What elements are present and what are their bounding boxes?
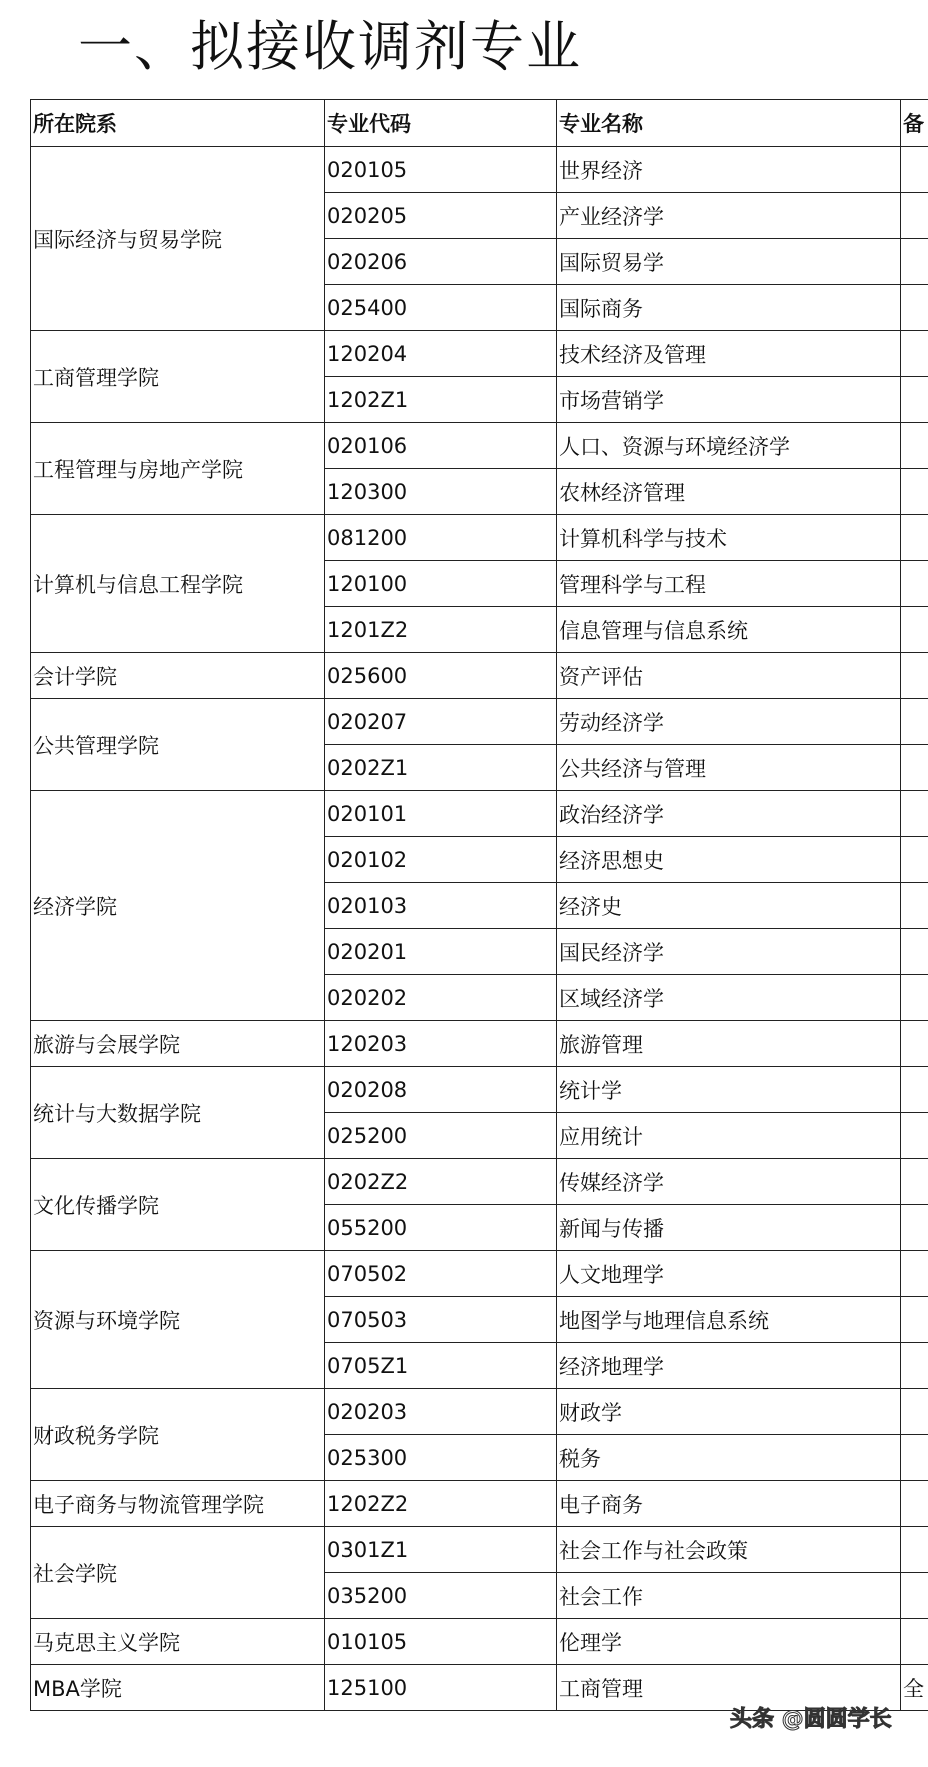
remarks-cell <box>901 331 928 377</box>
major-code-cell: 1202Z1 <box>325 377 557 423</box>
major-name-cell: 新闻与传播 <box>557 1205 901 1251</box>
major-code-cell: 020207 <box>325 699 557 745</box>
major-name-cell: 信息管理与信息系统 <box>557 607 901 653</box>
table-row <box>31 423 928 469</box>
major-name-cell: 地图学与地理信息系统 <box>557 1297 901 1343</box>
table-row <box>31 1021 928 1067</box>
major-name-cell: 电子商务 <box>557 1481 901 1527</box>
remarks-cell <box>901 1205 928 1251</box>
major-code-cell: 020101 <box>325 791 557 837</box>
table-row <box>31 1159 928 1205</box>
major-code-cell: 010105 <box>325 1619 557 1665</box>
header-major-name: 专业名称 <box>557 100 901 147</box>
major-code-cell: 020106 <box>325 423 557 469</box>
major-name-cell: 政治经济学 <box>557 791 901 837</box>
table-row <box>31 147 928 193</box>
remarks-cell <box>901 1343 928 1389</box>
major-code-cell: 020105 <box>325 147 557 193</box>
major-code-cell: 0202Z1 <box>325 745 557 791</box>
major-code-cell: 055200 <box>325 1205 557 1251</box>
major-name-cell: 农林经济管理 <box>557 469 901 515</box>
remarks-cell <box>901 1159 928 1205</box>
major-code-cell: 020103 <box>325 883 557 929</box>
major-name-cell: 财政学 <box>557 1389 901 1435</box>
table-header-row <box>31 100 928 147</box>
major-name-cell: 国际商务 <box>557 285 901 331</box>
remarks-cell <box>901 1389 928 1435</box>
remarks-cell <box>901 745 928 791</box>
remarks-cell <box>901 791 928 837</box>
major-name-cell: 社会工作 <box>557 1573 901 1619</box>
department-cell: 工商管理学院 <box>31 331 325 423</box>
major-code-cell: 081200 <box>325 515 557 561</box>
page-title: 一、拟接收调剂专业 <box>78 15 582 78</box>
department-cell: 公共管理学院 <box>31 699 325 791</box>
major-code-cell: 020102 <box>325 837 557 883</box>
major-code-cell: 020203 <box>325 1389 557 1435</box>
remarks-cell: 全 <box>901 1665 928 1711</box>
major-code-cell: 0202Z2 <box>325 1159 557 1205</box>
major-name-cell: 市场营销学 <box>557 377 901 423</box>
header-department: 所在院系 <box>31 100 325 147</box>
remarks-cell <box>901 1573 928 1619</box>
major-code-cell: 1202Z2 <box>325 1481 557 1527</box>
department-cell: 会计学院 <box>31 653 325 699</box>
remarks-cell <box>901 469 928 515</box>
department-cell: 电子商务与物流管理学院 <box>31 1481 325 1527</box>
table-row <box>31 1527 928 1573</box>
remarks-cell <box>901 239 928 285</box>
major-name-cell: 世界经济 <box>557 147 901 193</box>
table-row <box>31 1619 928 1665</box>
major-code-cell: 025400 <box>325 285 557 331</box>
header-code: 专业代码 <box>325 100 557 147</box>
major-name-cell: 经济史 <box>557 883 901 929</box>
major-name-cell: 国民经济学 <box>557 929 901 975</box>
major-name-cell: 应用统计 <box>557 1113 901 1159</box>
major-code-cell: 070502 <box>325 1251 557 1297</box>
header-remarks: 备 <box>901 100 928 147</box>
table-row <box>31 515 928 561</box>
major-name-cell: 税务 <box>557 1435 901 1481</box>
remarks-cell <box>901 837 928 883</box>
table-row <box>31 1481 928 1527</box>
major-name-cell: 社会工作与社会政策 <box>557 1527 901 1573</box>
remarks-cell <box>901 653 928 699</box>
major-code-cell: 070503 <box>325 1297 557 1343</box>
major-name-cell: 国际贸易学 <box>557 239 901 285</box>
remarks-cell <box>901 1021 928 1067</box>
remarks-cell <box>901 1067 928 1113</box>
remarks-cell <box>901 1251 928 1297</box>
major-name-cell: 劳动经济学 <box>557 699 901 745</box>
major-code-cell: 120300 <box>325 469 557 515</box>
department-cell: 马克思主义学院 <box>31 1619 325 1665</box>
major-name-cell: 人文地理学 <box>557 1251 901 1297</box>
remarks-cell <box>901 285 928 331</box>
major-code-cell: 025200 <box>325 1113 557 1159</box>
remarks-cell <box>901 561 928 607</box>
major-code-cell: 0301Z1 <box>325 1527 557 1573</box>
department-cell: 财政税务学院 <box>31 1389 325 1481</box>
remarks-cell <box>901 699 928 745</box>
major-name-cell: 统计学 <box>557 1067 901 1113</box>
remarks-cell <box>901 1297 928 1343</box>
table-row <box>31 653 928 699</box>
major-name-cell: 传媒经济学 <box>557 1159 901 1205</box>
remarks-cell <box>901 883 928 929</box>
major-name-cell: 公共经济与管理 <box>557 745 901 791</box>
remarks-cell <box>901 975 928 1021</box>
major-code-cell: 120203 <box>325 1021 557 1067</box>
major-name-cell: 经济地理学 <box>557 1343 901 1389</box>
major-name-cell: 区域经济学 <box>557 975 901 1021</box>
department-cell: 国际经济与贸易学院 <box>31 147 325 331</box>
major-name-cell: 管理科学与工程 <box>557 561 901 607</box>
remarks-cell <box>901 1481 928 1527</box>
remarks-cell <box>901 377 928 423</box>
department-cell: MBA学院 <box>31 1665 325 1711</box>
major-code-cell: 020208 <box>325 1067 557 1113</box>
department-cell: 文化传播学院 <box>31 1159 325 1251</box>
department-cell: 旅游与会展学院 <box>31 1021 325 1067</box>
major-name-cell: 计算机科学与技术 <box>557 515 901 561</box>
remarks-cell <box>901 1435 928 1481</box>
department-cell: 统计与大数据学院 <box>31 1067 325 1159</box>
major-name-cell: 伦理学 <box>557 1619 901 1665</box>
major-name-cell: 旅游管理 <box>557 1021 901 1067</box>
major-name-cell: 工商管理 <box>557 1665 901 1711</box>
remarks-cell <box>901 607 928 653</box>
table-row <box>31 1389 928 1435</box>
major-name-cell: 人口、资源与环境经济学 <box>557 423 901 469</box>
major-code-cell: 020205 <box>325 193 557 239</box>
remarks-cell <box>901 193 928 239</box>
department-cell: 社会学院 <box>31 1527 325 1619</box>
major-code-cell: 1201Z2 <box>325 607 557 653</box>
major-name-cell: 产业经济学 <box>557 193 901 239</box>
major-code-cell: 125100 <box>325 1665 557 1711</box>
watermark: 头条 @圆圆学长 <box>730 1707 892 1732</box>
table-row <box>31 791 928 837</box>
department-cell: 计算机与信息工程学院 <box>31 515 325 653</box>
remarks-cell <box>901 147 928 193</box>
major-name-cell: 技术经济及管理 <box>557 331 901 377</box>
major-code-cell: 020202 <box>325 975 557 1021</box>
remarks-cell <box>901 515 928 561</box>
remarks-cell <box>901 929 928 975</box>
major-code-cell: 025300 <box>325 1435 557 1481</box>
table-row <box>31 1251 928 1297</box>
remarks-cell <box>901 1527 928 1573</box>
major-code-cell: 020201 <box>325 929 557 975</box>
table-row <box>31 1067 928 1113</box>
remarks-cell <box>901 423 928 469</box>
major-name-cell: 经济思想史 <box>557 837 901 883</box>
major-code-cell: 120100 <box>325 561 557 607</box>
department-cell: 经济学院 <box>31 791 325 1021</box>
major-code-cell: 0705Z1 <box>325 1343 557 1389</box>
remarks-cell <box>901 1113 928 1159</box>
department-cell: 工程管理与房地产学院 <box>31 423 325 515</box>
major-name-cell: 资产评估 <box>557 653 901 699</box>
major-code-cell: 120204 <box>325 331 557 377</box>
major-code-cell: 035200 <box>325 1573 557 1619</box>
major-code-cell: 025600 <box>325 653 557 699</box>
table-row <box>31 331 928 377</box>
department-cell: 资源与环境学院 <box>31 1251 325 1389</box>
table-row <box>31 699 928 745</box>
remarks-cell <box>901 1619 928 1665</box>
majors-table <box>30 99 928 1711</box>
major-code-cell: 020206 <box>325 239 557 285</box>
